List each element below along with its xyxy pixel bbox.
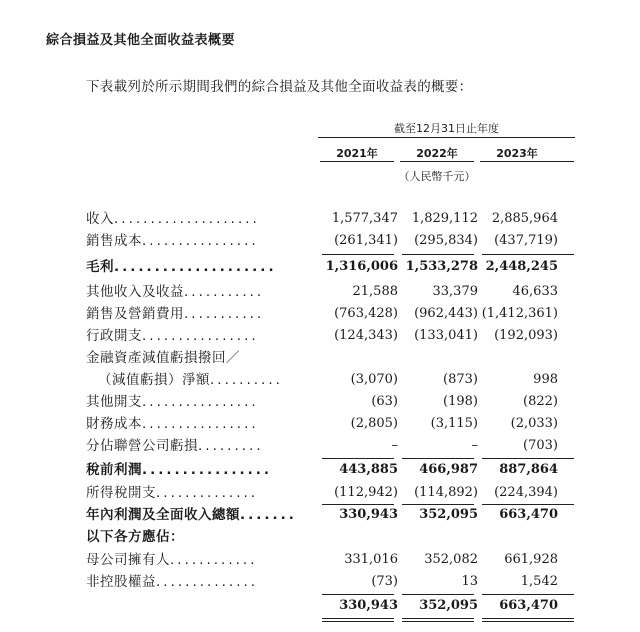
value-2022: 352,082	[424, 552, 478, 567]
year-2023-header: 2023年	[496, 147, 538, 160]
value-2023: (224,394)	[494, 485, 558, 500]
leader-dots: ....................	[114, 259, 277, 275]
intro-text: 下表載列於所示期間我們的綜合損益及其他全面收益表的概要：	[86, 79, 473, 95]
subtotal-rule	[322, 254, 394, 255]
value-2021: 443,885	[339, 462, 398, 477]
value-2021: (3,070)	[350, 372, 398, 387]
row-label: 財務成本	[86, 416, 142, 432]
table-row	[0, 459, 640, 481]
value-2022: (3,115)	[430, 416, 478, 431]
value-2023: 661,928	[504, 552, 558, 567]
table-row	[0, 208, 640, 230]
row-label: 母公司擁有人	[86, 552, 170, 568]
value-2022: (198)	[443, 394, 478, 409]
leader-dots: .........	[198, 438, 264, 454]
row-label: （減值虧損）淨額	[98, 372, 210, 388]
row-label: 行政開支	[86, 328, 142, 344]
leader-dots: ..............	[156, 485, 259, 501]
row-label: 銷售及營銷費用	[86, 306, 184, 322]
row-label: 以下各方應佔：	[86, 529, 184, 545]
value-2023: (1,412,361)	[481, 306, 558, 321]
value-2022: (295,834)	[414, 233, 478, 248]
value-2022: 466,987	[419, 462, 478, 477]
total-double-rule	[402, 618, 474, 619]
value-2021: –	[391, 438, 398, 453]
value-2023: 887,864	[499, 462, 558, 477]
value-2021: (63)	[371, 394, 398, 409]
table-row	[0, 303, 640, 325]
value-2022: –	[471, 438, 478, 453]
leader-dots: ....................	[114, 211, 260, 227]
value-2023: (437,719)	[494, 233, 558, 248]
leader-dots: ..............	[156, 574, 259, 590]
value-2021: (73)	[371, 574, 398, 589]
table-row	[0, 230, 640, 252]
subtotal-rule	[482, 254, 574, 255]
value-2023: (192,093)	[494, 328, 558, 343]
value-2022: 1,533,278	[405, 259, 478, 274]
value-2023: (822)	[523, 394, 558, 409]
value-2021: 330,943	[339, 598, 398, 613]
value-2023: 2,885,964	[491, 211, 558, 226]
value-2021: (124,343)	[334, 328, 398, 343]
value-2021: 330,943	[339, 507, 398, 522]
subtotal-rule	[402, 254, 474, 255]
table-row	[0, 526, 640, 548]
row-label: 所得稅開支	[86, 485, 156, 501]
table-row	[0, 281, 640, 303]
value-2023: 998	[533, 372, 558, 387]
value-2022: (962,443)	[414, 306, 478, 321]
value-2022: 1,829,112	[411, 211, 478, 226]
total-double-rule	[322, 618, 394, 619]
value-2022: 352,095	[419, 507, 478, 522]
leader-dots: ............	[170, 552, 258, 568]
value-2021: (2,805)	[350, 416, 398, 431]
table-row	[0, 369, 640, 391]
value-2021: (763,428)	[334, 306, 398, 321]
value-2023: (703)	[523, 438, 558, 453]
value-2021: (112,942)	[334, 485, 398, 500]
leader-dots: ................	[142, 462, 273, 478]
value-2022: 352,095	[419, 598, 478, 613]
row-label: 銷售成本	[86, 233, 142, 249]
leader-dots: ...........	[184, 284, 265, 300]
table-row	[0, 325, 640, 347]
value-2023: 663,470	[499, 598, 558, 613]
leader-dots: ...........	[184, 306, 265, 322]
table-row	[0, 435, 640, 457]
leader-dots: ................	[142, 233, 259, 249]
value-2022: (873)	[443, 372, 478, 387]
table-row	[0, 504, 640, 526]
value-2021: 1,577,347	[331, 211, 398, 226]
value-2023: (2,033)	[510, 416, 558, 431]
leader-dots: .......	[240, 507, 297, 523]
value-2022: (114,892)	[414, 485, 478, 500]
value-2023: 1,542	[520, 574, 558, 589]
total-double-rule	[322, 621, 394, 622]
section-title: 綜合損益及其他全面收益表概要	[46, 33, 236, 48]
leader-dots: ..........	[210, 372, 283, 388]
row-label: 分佔聯營公司虧損	[86, 438, 198, 454]
table-row	[0, 571, 640, 593]
value-2023: 46,633	[512, 284, 558, 299]
table-row	[0, 391, 640, 413]
row-label: 收入	[86, 211, 114, 227]
period-header: 截至12月31日止年度	[394, 122, 499, 135]
period-rule	[318, 137, 575, 138]
value-2021: 331,016	[344, 552, 398, 567]
value-2021: (261,341)	[334, 233, 398, 248]
year-rule-2022	[400, 161, 474, 162]
row-label: 金融資產減值虧損撥回／	[86, 350, 240, 366]
leader-dots: ................	[142, 394, 259, 410]
table-row	[0, 595, 640, 617]
value-2023: 663,470	[499, 507, 558, 522]
total-double-rule	[482, 618, 574, 619]
year-2021-header: 2021年	[336, 147, 378, 160]
row-label: 其他收入及收益	[86, 284, 184, 300]
row-label: 毛利	[86, 259, 114, 275]
table-row	[0, 482, 640, 504]
year-rule-2023	[480, 161, 574, 162]
row-label: 其他開支	[86, 394, 142, 410]
leader-dots: ................	[142, 328, 259, 344]
value-2021: 1,316,006	[325, 259, 398, 274]
value-2022: (133,041)	[414, 328, 478, 343]
total-double-rule	[402, 621, 474, 622]
row-label: 非控股權益	[86, 574, 156, 590]
leader-dots: ................	[142, 416, 259, 432]
total-double-rule	[482, 621, 574, 622]
year-rule-2021	[320, 161, 394, 162]
table-row	[0, 256, 640, 278]
row-label: 年內利潤及全面收入總額	[86, 507, 240, 523]
row-label: 稅前利潤	[86, 462, 142, 478]
value-2022: 13	[461, 574, 478, 589]
table-row	[0, 413, 640, 435]
value-2021: 21,588	[352, 284, 398, 299]
value-2022: 33,379	[432, 284, 478, 299]
value-2023: 2,448,245	[485, 259, 558, 274]
currency-unit: （人民幣千元）	[398, 170, 476, 183]
table-row	[0, 549, 640, 571]
year-2022-header: 2022年	[416, 147, 458, 160]
table-row	[0, 347, 640, 369]
